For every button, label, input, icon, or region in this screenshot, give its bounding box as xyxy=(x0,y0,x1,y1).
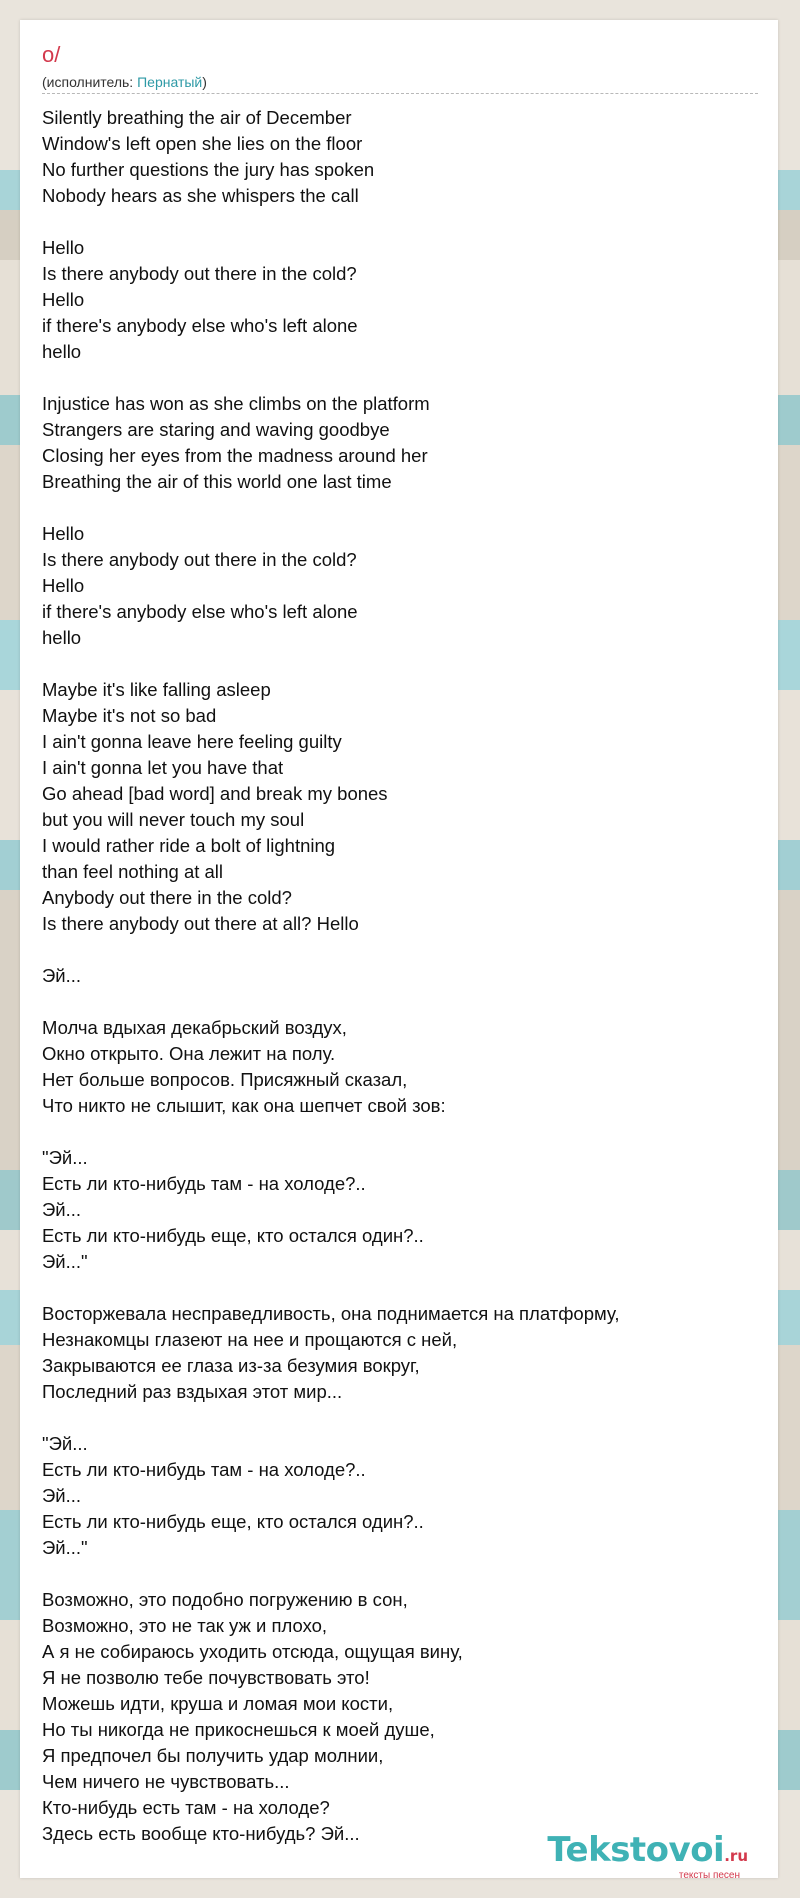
lyric-line: Breathing the air of this world one last time xyxy=(42,471,392,492)
lyric-line: I would rather ride a bolt of lightning xyxy=(42,835,336,856)
artist-link[interactable]: Пернатый xyxy=(137,74,203,90)
lyric-line: Maybe it's like falling asleep xyxy=(42,679,271,700)
lyric-line: Но ты никогда не прикоснешься к моей душе, xyxy=(42,1719,435,1740)
lyric-line: Нет больше вопросов. Присяжный сказал, xyxy=(42,1069,408,1090)
lyric-line: А я не собираюсь уходить отсюда, ощущая вину, xyxy=(42,1641,463,1662)
lyric-blank-line xyxy=(42,495,758,521)
site-logo[interactable] xyxy=(547,1832,748,1881)
lyric-line: Эй..." xyxy=(42,1251,88,1272)
lyric-line: Window's left open she lies on the floor xyxy=(42,133,363,154)
lyric-blank-line xyxy=(42,209,758,235)
lyric-blank-line xyxy=(42,937,758,963)
lyric-line: if there's anybody else who's left alone xyxy=(42,601,358,622)
lyric-blank-line xyxy=(42,1275,758,1301)
lyric-line: "Эй... xyxy=(42,1147,88,1168)
lyric-line: Молча вдыхая декабрьский воздух, xyxy=(42,1017,347,1038)
lyric-line: Чем ничего не чувствовать... xyxy=(42,1771,290,1792)
lyric-line: Hello xyxy=(42,237,85,258)
lyric-blank-line xyxy=(42,1119,758,1145)
lyric-line: Незнакомцы глазеют на нее и прощаются с ней, xyxy=(42,1329,458,1350)
lyric-blank-line xyxy=(42,1561,758,1587)
lyric-line: Hello xyxy=(42,575,85,596)
lyric-line: Maybe it's not so bad xyxy=(42,705,217,726)
lyric-line: Я не позволю тебе почувствовать это! xyxy=(42,1667,370,1688)
lyric-line: than feel nothing at all xyxy=(42,861,224,882)
lyric-line: Есть ли кто-нибудь еще, кто остался один?.. xyxy=(42,1511,424,1532)
lyric-blank-line xyxy=(42,365,758,391)
lyric-line: Что никто не слышит, как она шепчет свой зов: xyxy=(42,1095,446,1116)
logo-name: Tekstovoi xyxy=(547,1830,725,1870)
lyric-line: Возможно, это не так уж и плохо, xyxy=(42,1615,328,1636)
lyric-line: Есть ли кто-нибудь там - на холоде?.. xyxy=(42,1173,366,1194)
lyric-line: Эй... xyxy=(42,1199,82,1220)
lyric-blank-line xyxy=(42,1405,758,1431)
lyric-line: Is there anybody out there at all? Hello xyxy=(42,913,359,934)
lyric-line: if there's anybody else who's left alone xyxy=(42,315,358,336)
logo-tld: .ru xyxy=(724,1847,748,1865)
lyric-line: No further questions the jury has spoken xyxy=(42,159,375,180)
lyric-line: Anybody out there in the cold? xyxy=(42,887,292,908)
lyric-line: Возможно, это подобно погружению в сон, xyxy=(42,1589,408,1610)
lyric-line: Strangers are staring and waving goodbye xyxy=(42,419,390,440)
lyric-blank-line xyxy=(42,651,758,677)
artist-suffix: ) xyxy=(202,74,207,90)
lyric-line: I ain't gonna leave here feeling guilty xyxy=(42,731,342,752)
lyrics-card xyxy=(20,20,778,1881)
lyric-line: Silently breathing the air of December xyxy=(42,107,352,128)
lyrics-body xyxy=(42,105,758,1847)
lyric-line: Закрываются ее глаза из-за безумия вокруг, xyxy=(42,1355,420,1376)
lyric-line: "Эй... xyxy=(42,1433,88,1454)
lyric-blank-line xyxy=(42,989,758,1015)
lyric-line: Эй... xyxy=(42,1485,82,1506)
title-divider xyxy=(42,93,758,94)
lyric-line: Is there anybody out there in the cold? xyxy=(42,263,357,284)
lyric-line: Go ahead [bad word] and break my bones xyxy=(42,783,388,804)
lyric-line: Последний раз вздыхая этот мир... xyxy=(42,1381,343,1402)
lyric-line: Есть ли кто-нибудь еще, кто остался один?.. xyxy=(42,1225,424,1246)
lyric-line: Closing her eyes from the madness around her xyxy=(42,445,428,466)
lyric-line: Окно открыто. Она лежит на полу. xyxy=(42,1043,336,1064)
lyric-line: Эй..." xyxy=(42,1537,88,1558)
lyric-line: Можешь идти, круша и ломая мои кости, xyxy=(42,1693,394,1714)
artist-prefix: (исполнитель: xyxy=(42,74,138,90)
lyric-line: Есть ли кто-нибудь там - на холоде?.. xyxy=(42,1459,366,1480)
lyric-line: Is there anybody out there in the cold? xyxy=(42,549,357,570)
logo-tagline: тексты песен xyxy=(678,1870,740,1881)
lyric-line: hello xyxy=(42,627,82,648)
lyric-line: Эй... xyxy=(42,965,82,986)
lyric-line: hello xyxy=(42,341,82,362)
lyric-line: Hello xyxy=(42,289,85,310)
lyric-line: Injustice has won as she climbs on the platform xyxy=(42,393,430,414)
lyric-line: Восторжевала несправедливость, она поднимается на платформу, xyxy=(42,1303,620,1324)
lyric-line: Я предпочел бы получить удар молнии, xyxy=(42,1745,384,1766)
lyric-line: Nobody hears as she whispers the call xyxy=(42,185,359,206)
lyric-line: Кто-нибудь есть там - на холоде? xyxy=(42,1797,330,1818)
artist-line xyxy=(42,74,207,90)
lyric-line: but you will never touch my soul xyxy=(42,809,305,830)
lyric-line: I ain't gonna let you have that xyxy=(42,757,284,778)
lyric-line: Здесь есть вообще кто-нибудь? Эй... xyxy=(42,1823,360,1844)
song-title: o/ xyxy=(42,42,61,67)
lyric-line: Hello xyxy=(42,523,85,544)
